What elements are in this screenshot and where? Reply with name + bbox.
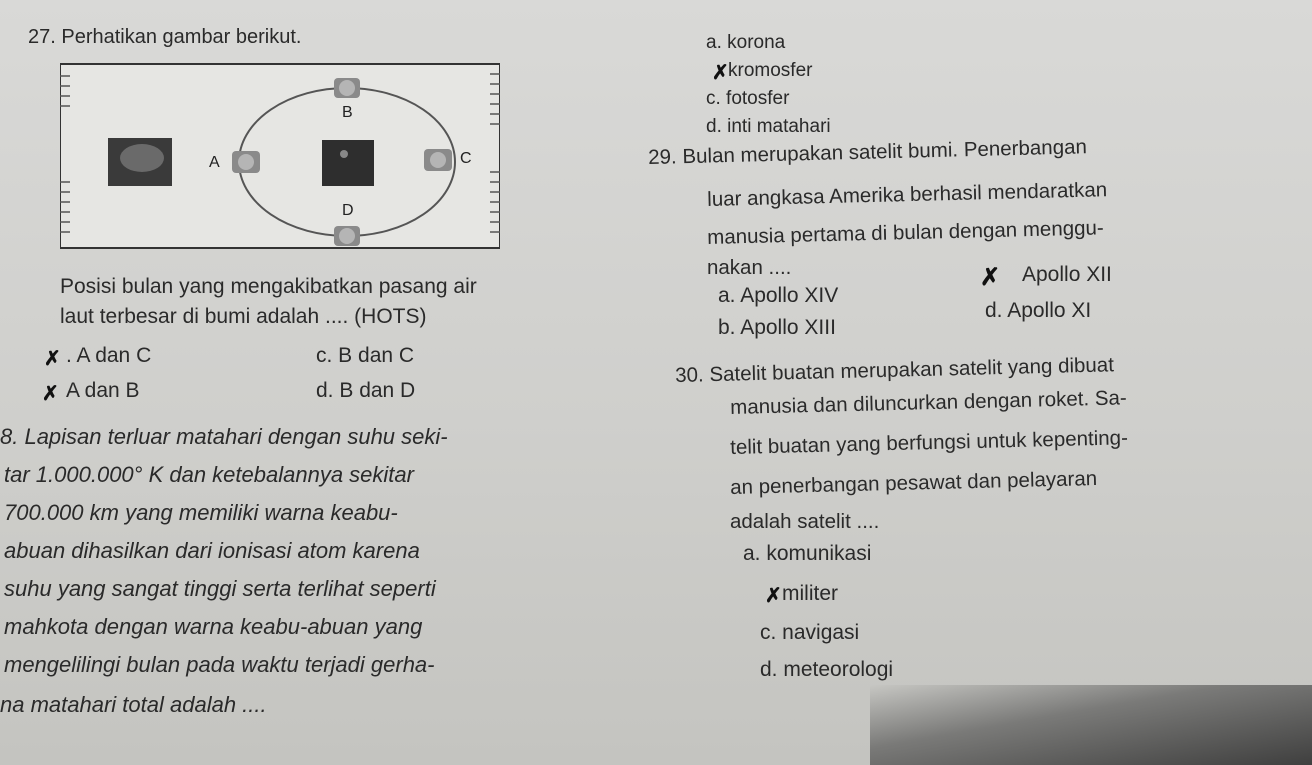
q27-header: 27. Perhatikan gambar berikut. (28, 26, 302, 48)
diagram-label-a: A (209, 154, 220, 171)
answer-cross-mark-icon: ✗ (44, 348, 61, 370)
answer-cross-mark-icon: ✗ (712, 62, 729, 84)
q28-line-8: na matahari total adalah .... (0, 692, 267, 717)
diagram-label-d: D (342, 202, 354, 219)
q28-line-7: mengelilingi bulan pada waktu terjadi gerha- (4, 652, 435, 677)
q30-option-d: d. meteorologi (760, 658, 894, 681)
q28-line-3: 700.000 km yang memiliki warna keabu- (4, 500, 398, 525)
q27-option-c: c. B dan C (316, 344, 415, 367)
moon-position-diagram (60, 62, 500, 252)
q30-line-5: adalah satelit .... (730, 510, 880, 533)
q29-line-3: manusia pertama di bulan dengan menggu- (706, 216, 1105, 249)
answer-cross-mark-icon: ✗ (980, 264, 1001, 291)
q27-prompt-line2: laut terbesar di bumi adalah .... (HOTS) (60, 305, 427, 328)
q28-option-a: a. korona (706, 32, 786, 53)
q28-line-5: suhu yang sangat tinggi serta terlihat seperti (4, 576, 436, 601)
q28-option-d: d. inti matahari (706, 116, 831, 137)
q29-option-a: a. Apollo XIV (718, 284, 839, 307)
q30-option-c: c. navigasi (760, 621, 860, 644)
moon-b (334, 78, 360, 98)
q29-option-b: b. Apollo XIII (718, 316, 836, 339)
q28-line-6: mahkota dengan warna keabu-abuan yang (4, 614, 423, 639)
q28-option-c: c. fotosfer (706, 88, 790, 109)
q28-option-b: kromosfer (728, 60, 813, 81)
q29-option-d: d. Apollo XI (985, 299, 1092, 322)
q27-prompt-line1: Posisi bulan yang mengakibatkan pasang air (60, 275, 477, 298)
q30-line-2: manusia dan diluncurkan dengan roket. Sa- (729, 386, 1127, 419)
q30-option-b: militer (782, 582, 838, 605)
q30-line-3: telit buatan yang berfungsi untuk kepenting- (729, 426, 1129, 459)
moon-d (334, 226, 360, 246)
moon-a (232, 151, 260, 173)
photo-shadow (870, 685, 1312, 765)
q30-line-4: an penerbangan pesawat dan pelayaran (729, 467, 1098, 499)
q28-line-1: 8. Lapisan terluar matahari dengan suhu seki- (0, 424, 448, 449)
diagram-label-b: B (342, 104, 353, 121)
strike-mark-icon: ✗ (42, 383, 59, 405)
answer-cross-mark-icon: ✗ (765, 585, 782, 607)
q29-line-1: 29. Bulan merupakan satelit bumi. Penerbangan (647, 135, 1088, 169)
diagram-drawing (60, 62, 500, 252)
q29-line-2: luar angkasa Amerika berhasil mendaratkan (706, 178, 1108, 211)
earth-image (322, 140, 374, 186)
moon-c (424, 149, 452, 171)
q27-option-d: d. B dan D (316, 379, 416, 402)
q27-option-b: A dan B (66, 379, 140, 402)
diagram-label-c: C (460, 150, 472, 167)
q28-line-2: tar 1.000.000° K dan ketebalannya sekitar (4, 462, 414, 487)
q27-option-a: . A dan C (66, 344, 152, 367)
q30-option-a: a. komunikasi (743, 542, 872, 565)
q29-line-4: nakan .... (707, 256, 792, 279)
q30-line-1: 30. Satelit buatan merupakan satelit yang dibuat (674, 353, 1115, 387)
q29-option-c: Apollo XII (1022, 263, 1112, 286)
q28-line-4: abuan dihasilkan dari ionisasi atom karena (4, 538, 420, 563)
